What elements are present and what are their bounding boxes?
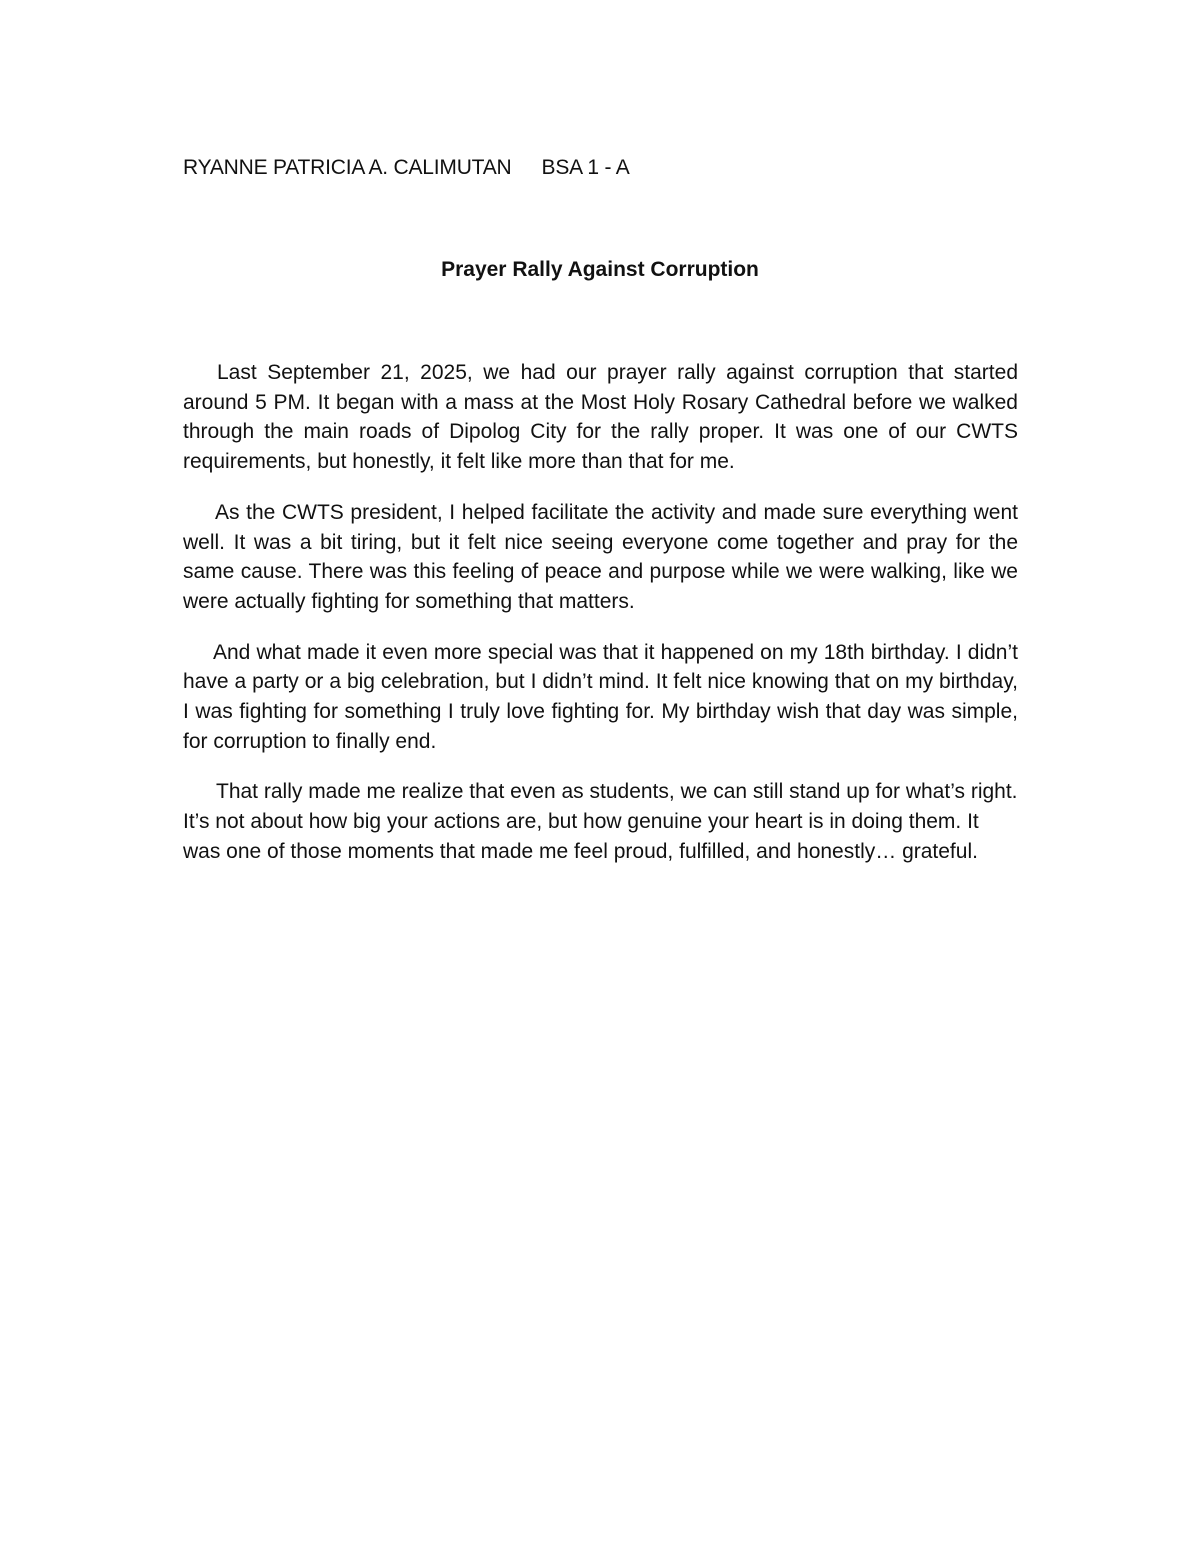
- paragraph-2: As the CWTS president, I helped facilitate the activity and made sure everything went well. It was a bit tiring, but it felt nice seeing everyone come together and pray for the same cause. There was this feeling of peace and purpose while we were walking, like we were actually fighting for something that matters.: [183, 500, 1018, 613]
- paragraph-3: And what made it even more special was that it happened on my 18th birthday. I didn’t have a party or a big celebration, but I didn’t mind. It felt nice knowing that on my birthday, I was fighting for something I truly love fighting for. My birthday wish that day was simple, for corruption to finally end.: [183, 640, 1018, 753]
- course-section: BSA 1 - A: [541, 156, 630, 179]
- author-name: RYANNE PATRICIA A. CALIMUTAN: [183, 156, 512, 179]
- header-line: [183, 156, 630, 180]
- document-body: [183, 358, 1018, 888]
- paragraph-4: That rally made me realize that even as students, we can still stand up for what’s right. It’s not about how big your actions are, but how genuine your heart is in doing them. It was one of those moments that made me feel proud, fulfilled, and honestly… grateful.: [183, 780, 1018, 863]
- paragraph-1: Last September 21, 2025, we had our prayer rally against corruption that started around 5 PM. It began with a mass at the Most Holy Rosary Cathedral before we walked through the main roads of Dipolog City for the rally proper. It was one of our CWTS requirements, but honestly, it felt like more than that for me.: [183, 361, 1018, 474]
- document-title: Prayer Rally Against Corruption: [441, 258, 759, 281]
